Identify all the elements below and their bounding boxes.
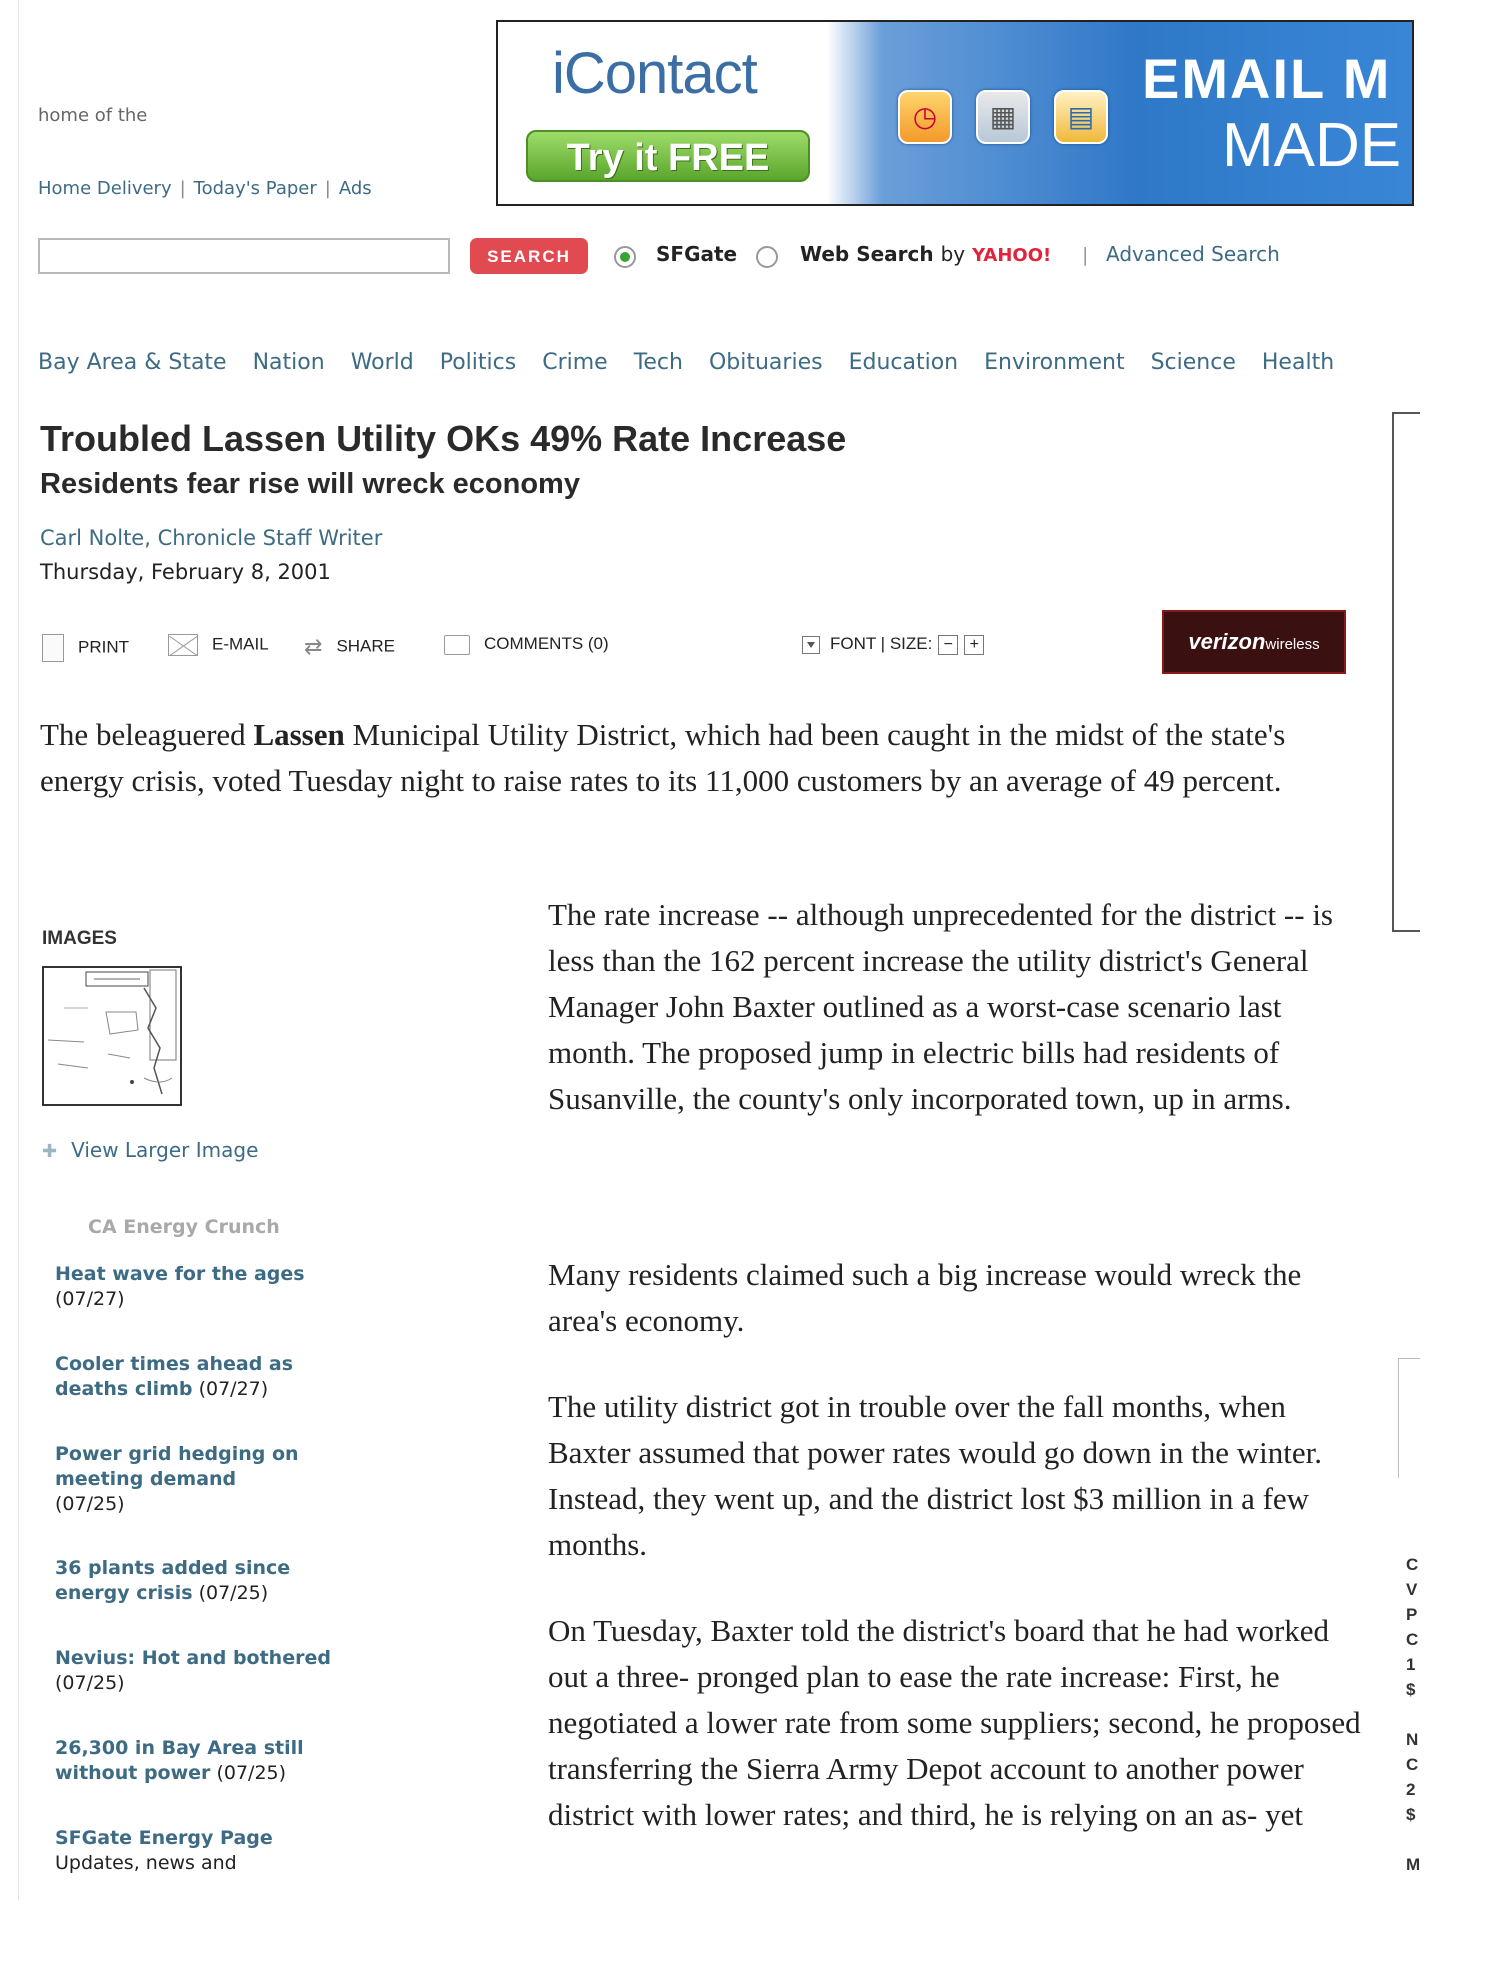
web-search-label: Web Search: [800, 242, 934, 266]
font-increase-button[interactable]: +: [964, 635, 984, 655]
sfgate-radio[interactable]: [614, 246, 636, 268]
nav-science[interactable]: Science: [1150, 350, 1236, 375]
article-byline[interactable]: Carl Nolte, Chronicle Staff Writer: [40, 526, 383, 550]
images-label: IMAGES: [42, 928, 117, 949]
clipped-spacer: [1406, 1702, 1420, 1727]
section-nav: [38, 350, 1360, 375]
link-separator: |: [179, 178, 186, 199]
print-icon: [42, 634, 64, 662]
ad-subheadline: MADE: [1222, 111, 1402, 180]
lead-text: Municipal Utility District, which had been caught in the midst of the state's energy crisis, voted Tuesday night to raise rates to its 11,000 customers by an average of 49 percent.: [40, 717, 1286, 798]
plus-icon: ✚: [42, 1141, 58, 1162]
clipped-letter: C: [1406, 1630, 1419, 1649]
article-paragraph: The rate increase -- although unprecedented for the district -- is less than the 162 percent increase the utility district's General Manager John Baxter outlined as a worst-case scenario last month. The proposed jump in electric bills had residents of Susanville, the county's only incorporated town, up in arms.: [548, 897, 1333, 1116]
dropdown-icon[interactable]: [802, 636, 820, 654]
sidebar-item-date: (07/27): [55, 1288, 125, 1310]
view-larger-image-link[interactable]: [42, 1138, 258, 1162]
article-subhead: Residents fear rise will wreck economy: [40, 468, 580, 500]
sidebar-section-title: CA Energy Crunch: [88, 1216, 280, 1238]
email-icon: [168, 634, 198, 656]
sidebar-item: [55, 1556, 355, 1606]
icontact-logo: iContact: [552, 41, 757, 106]
sidebar-item: [55, 1826, 355, 1876]
search-button[interactable]: SEARCH: [470, 238, 588, 274]
sidebar-item-link[interactable]: 26,300 in Bay Area still without power: [55, 1737, 304, 1784]
article-headline: Troubled Lassen Utility OKs 49% Rate Increase: [40, 418, 847, 459]
nav-politics[interactable]: Politics: [439, 350, 517, 375]
search-separator: |: [1082, 244, 1089, 266]
utility-links: [38, 178, 372, 199]
right-ad-frame: [1398, 1358, 1420, 1478]
share-label: SHARE: [336, 636, 396, 656]
clipped-letter: C: [1406, 1555, 1419, 1574]
map-drawing: [44, 968, 180, 1104]
clipped-letter: $: [1406, 1805, 1416, 1824]
clipped-right-column: [1406, 1552, 1420, 1877]
share-button[interactable]: [304, 634, 395, 660]
sidebar-item-date: Updates, news and: [55, 1852, 237, 1874]
sidebar-item-link[interactable]: SFGate Energy Page: [55, 1827, 273, 1849]
lead-text: The beleaguered: [40, 717, 254, 752]
nav-tech[interactable]: Tech: [633, 350, 683, 375]
article-paragraph: Many residents claimed such a big increase would wreck the area's economy.: [548, 1257, 1302, 1338]
link-separator: |: [324, 178, 331, 199]
todays-paper-link[interactable]: Today's Paper: [193, 178, 317, 199]
sidebar-item-link[interactable]: Cooler times ahead as deaths climb: [55, 1353, 294, 1400]
nav-obituaries[interactable]: Obituaries: [708, 350, 823, 375]
ads-link[interactable]: Ads: [338, 178, 372, 199]
verizon-logo-suffix: wireless: [1265, 636, 1320, 653]
clipped-letter: P: [1406, 1605, 1418, 1624]
right-ad-frame: [1392, 412, 1420, 932]
document-icon: ▤: [1054, 90, 1108, 144]
nav-bay-area-state[interactable]: Bay Area & State: [38, 350, 227, 375]
sidebar-item-date: (07/25): [55, 1672, 125, 1694]
sidebar-item: [55, 1262, 355, 1312]
print-button[interactable]: [42, 634, 129, 662]
view-larger-label: View Larger Image: [71, 1138, 259, 1162]
by-label: by: [940, 242, 966, 266]
clipped-letter: 1: [1406, 1655, 1416, 1674]
clipped-spacer: [1406, 1827, 1420, 1852]
clipped-letter: V: [1406, 1580, 1418, 1599]
verizon-ad[interactable]: [1162, 610, 1346, 674]
clipped-letter: 2: [1406, 1780, 1416, 1799]
article-paragraph: On Tuesday, Baxter told the district's board that he had worked out a three- pronged plan to ease the rate increase: First, he negotiated a lower rate from some suppliers; second, he proposed transferring the Sierra Army Depot account to another power district with lower rates; and third, he is relying on an as- yet: [548, 1613, 1361, 1832]
nav-crime[interactable]: Crime: [542, 350, 608, 375]
verizon-logo: verizon: [1188, 629, 1266, 654]
article-date: Thursday, February 8, 2001: [40, 560, 331, 584]
article-paragraph: The utility district got in trouble over the fall months, when Baxter assumed that power rates would go down in the winter. Instead, they went up, and the district lost $3 million in a few months.: [548, 1389, 1322, 1562]
advanced-search-link[interactable]: Advanced Search: [1106, 242, 1280, 266]
web-search-radio[interactable]: [756, 246, 778, 268]
nav-education[interactable]: Education: [848, 350, 959, 375]
search-input[interactable]: [38, 238, 450, 274]
sidebar-item-date: (07/25): [216, 1762, 287, 1784]
sidebar-item: [55, 1736, 355, 1786]
sidebar-item: [55, 1646, 355, 1696]
home-of-label: home of the: [38, 105, 148, 126]
lead-bold: Lassen: [253, 717, 345, 752]
sidebar-item-link[interactable]: 36 plants added since energy crisis: [55, 1557, 291, 1604]
try-free-button[interactable]: Try it FREE: [526, 130, 810, 182]
nav-health[interactable]: Health: [1261, 350, 1335, 375]
sidebar-item-date: (07/25): [55, 1493, 125, 1515]
sidebar-item-link[interactable]: Heat wave for the ages: [55, 1263, 305, 1285]
print-label: PRINT: [78, 637, 129, 657]
sidebar-item: [55, 1352, 355, 1402]
article-lead: [40, 712, 1360, 804]
clipped-letter: M: [1406, 1855, 1420, 1874]
map-thumbnail[interactable]: [42, 966, 182, 1106]
nav-nation[interactable]: Nation: [252, 350, 325, 375]
nav-world[interactable]: World: [350, 350, 414, 375]
sidebar-item: [55, 1442, 355, 1517]
email-button[interactable]: [168, 634, 269, 656]
share-icon: ⇄: [304, 634, 323, 659]
web-search-radio-label[interactable]: [800, 242, 1051, 266]
sfgate-radio-label[interactable]: SFGate: [656, 242, 738, 266]
ad-headline: EMAIL M: [1142, 47, 1392, 110]
font-size-label: FONT | SIZE:: [830, 634, 933, 653]
sidebar-item-link[interactable]: Power grid hedging on meeting demand: [55, 1443, 299, 1490]
email-label: E-MAIL: [212, 634, 269, 654]
comments-button[interactable]: [444, 634, 609, 655]
calendar-icon: ▦: [976, 90, 1030, 144]
comment-icon: [444, 635, 470, 655]
clipped-letter: C: [1406, 1755, 1419, 1774]
comments-label: COMMENTS (0): [484, 634, 609, 653]
yahoo-logo: YAHOO!: [972, 245, 1052, 266]
page-edge: [18, 0, 19, 1900]
sidebar-item-date: (07/27): [198, 1378, 269, 1400]
clipped-letter: N: [1406, 1730, 1419, 1749]
home-delivery-link[interactable]: Home Delivery: [38, 178, 172, 199]
clipped-letter: $: [1406, 1680, 1416, 1699]
font-decrease-button[interactable]: −: [938, 635, 958, 655]
clock-icon: ◷: [898, 90, 952, 144]
font-size-control: [802, 634, 984, 655]
nav-environment[interactable]: Environment: [984, 350, 1125, 375]
sidebar-item-date: (07/25): [198, 1582, 269, 1604]
sidebar-item-link[interactable]: Nevius: Hot and bothered: [55, 1647, 331, 1669]
icontact-ad-banner[interactable]: [496, 20, 1414, 206]
